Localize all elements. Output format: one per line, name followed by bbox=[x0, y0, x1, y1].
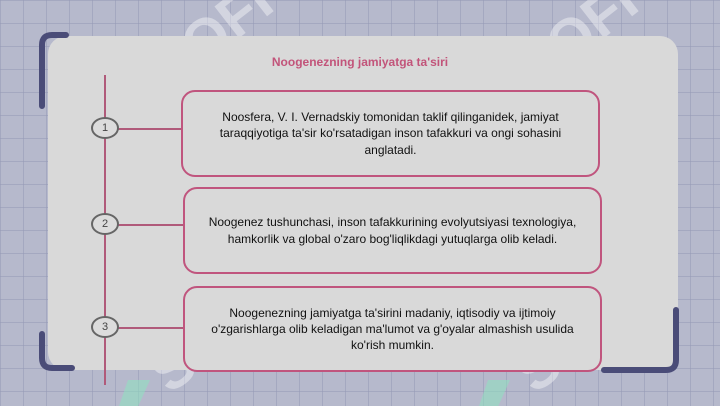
step-text-2: Noogenez tushunchasi, inson tafakkurining evolyutsiyasi texnologiya, hamkorlik va global o'zaro bog'liqlikdagi yutuqlarga olib keladi. bbox=[208, 215, 577, 246]
bottom-left-bracket bbox=[36, 330, 76, 374]
diagram-title: Noogenezning jamiyatga ta'siri bbox=[271, 55, 449, 69]
step-box-3 bbox=[183, 286, 602, 372]
step-node-3: 3 bbox=[91, 316, 119, 338]
step-node-2: 2 bbox=[91, 213, 119, 235]
step-text-1: Noosfera, V. I. Vernadskiy tomonidan taklif qilinganidek, jamiyat taraqqiyotiga ta'sir ko'rsatadigan inson tafakkuri va ongi sohasini anglatadi. bbox=[219, 110, 562, 157]
step-box-2 bbox=[183, 187, 602, 274]
step-node-1: 1 bbox=[91, 117, 119, 139]
step-text-3: Noogenezning jamiyatga ta'sirini madaniy, iqtisodiy va ijtimoiy o'zgarishlarga olib keladigan ma'lumot va g'oyalar almashish usulida ko'rish mumkin. bbox=[211, 305, 574, 353]
connector-2 bbox=[118, 224, 184, 226]
connector-3 bbox=[118, 327, 184, 329]
connector-1 bbox=[118, 128, 182, 130]
step-box-1 bbox=[181, 90, 600, 177]
top-left-bracket bbox=[36, 30, 70, 110]
bottom-right-bracket bbox=[598, 306, 686, 378]
